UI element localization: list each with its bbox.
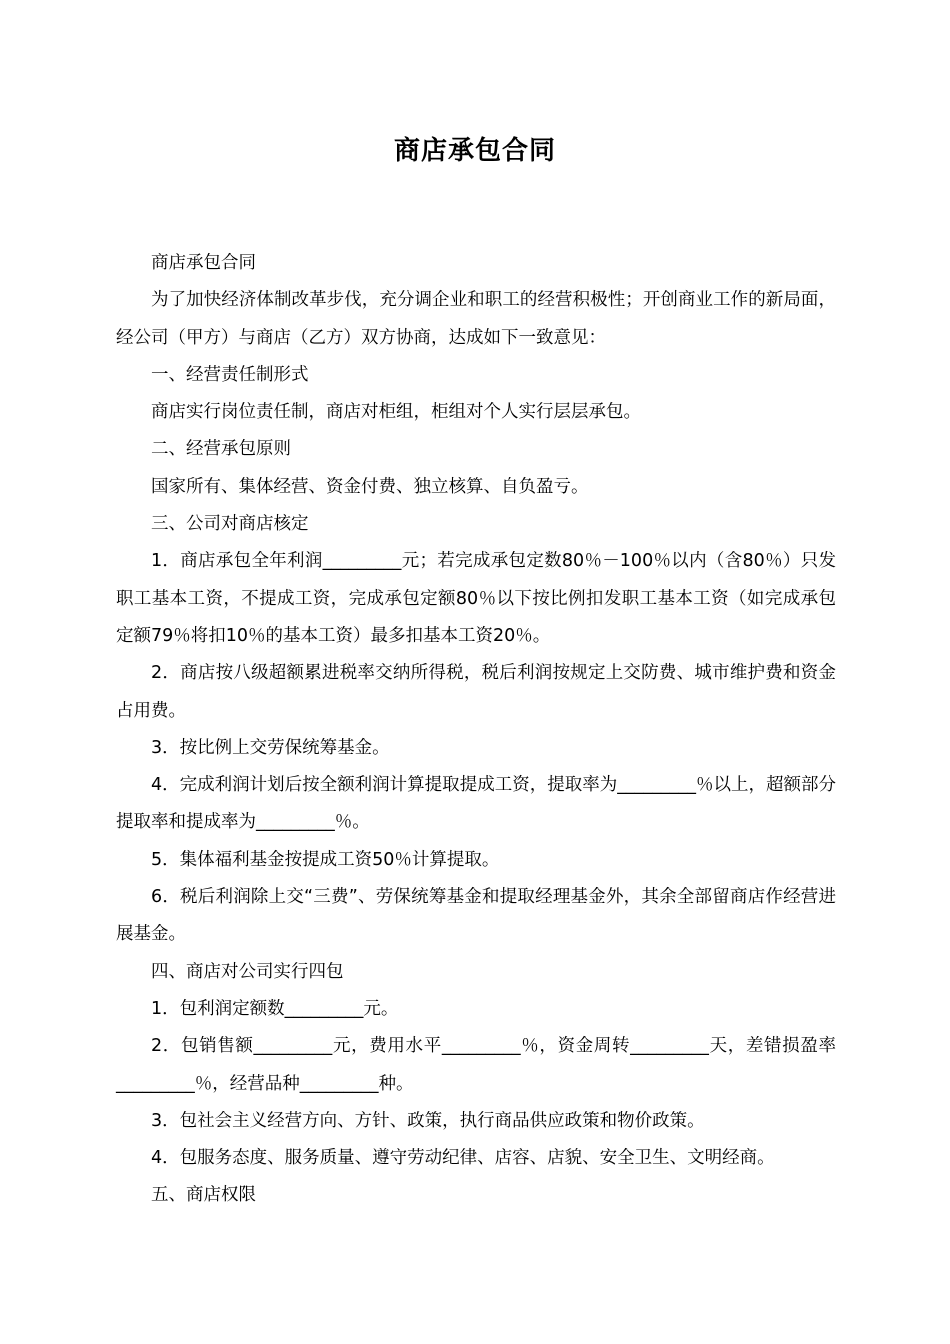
paragraph: 1．包利润定额数_________元。 <box>151 998 399 1019</box>
paragraph: 商店实行岗位责任制，商店对柜组，柜组对个人实行层层承包。 <box>151 402 641 423</box>
section-heading: 四、商店对公司实行四包 <box>151 961 344 982</box>
paragraph: 2．包销售额_________元，费用水平_________％，资金周转_________天，差错损盈率_________％，经营品种_________种。 <box>116 1036 836 1094</box>
paragraph: 1．商店承包全年利润_________元；若完成承包定数80％－100％以内（含80％）只发职工基本工资，不提成工资，完成承包定额80％以下按比例扣发职工基本工资（如完成承包定额79％将扣10％的基本工资）最多扣基本工资20％。 <box>116 551 836 646</box>
paragraph: 3．按比例上交劳保统筹基金。 <box>151 737 390 758</box>
document-body <box>116 245 836 1215</box>
paragraph: 2．商店按八级超额累进税率交纳所得税，税后利润按规定上交防费、城市维护费和资金占用费。 <box>116 663 836 721</box>
section-heading: 三、公司对商店核定 <box>151 514 309 535</box>
paragraph: 国家所有、集体经营、资金付费、独立核算、自负盈亏。 <box>151 476 589 497</box>
paragraph: 6．税后利润除上交“三费”、劳保统筹基金和提取经理基金外，其余全部留商店作经营进展基金。 <box>116 887 836 945</box>
paragraph: 4．包服务态度、服务质量、遵守劳动纪律、店容、店貌、安全卫生、文明经商。 <box>151 1148 775 1169</box>
document-title: 商店承包合同 <box>393 136 556 166</box>
section-heading: 五、商店权限 <box>151 1185 256 1206</box>
section-heading: 二、经营承包原则 <box>151 439 291 460</box>
paragraph: 5．集体福利基金按提成工资50％计算提取。 <box>151 849 500 870</box>
paragraph: 3．包社会主义经营方向、方针、政策，执行商品供应政策和物价政策。 <box>151 1110 705 1131</box>
paragraph: 商店承包合同 <box>151 253 256 273</box>
section-heading: 一、经营责任制形式 <box>151 364 309 385</box>
paragraph: 为了加快经济体制改革步伐，充分调企业和职工的经营积极性；开创商业工作的新局面，经公司（甲方）与商店（乙方）双方协商，达成如下一致意见： <box>116 290 836 348</box>
paragraph: 4．完成利润计划后按全额利润计算提取提成工资，提取率为_________％以上，超额部分提取率和提成率为_________％。 <box>116 775 836 833</box>
